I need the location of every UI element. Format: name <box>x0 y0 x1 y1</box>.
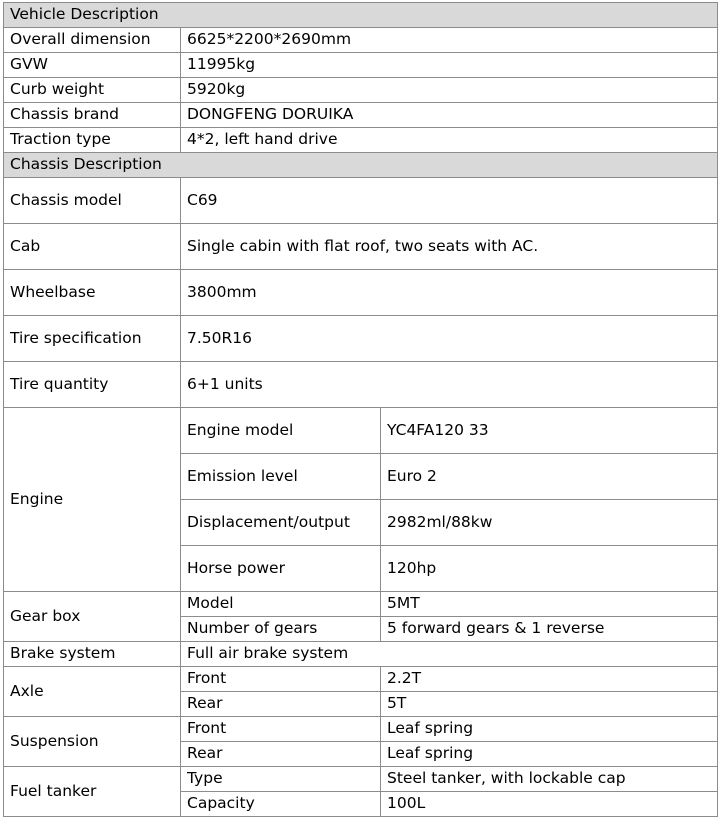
row-label: Wheelbase <box>4 270 181 316</box>
table-row <box>4 767 718 792</box>
sub-label: Engine model <box>181 408 381 454</box>
row-label: Chassis brand <box>4 103 181 128</box>
table-row <box>4 224 718 270</box>
sub-value: Leaf spring <box>381 742 718 767</box>
sub-value: 2.2T <box>381 667 718 692</box>
sub-value: 2982ml/88kw <box>381 500 718 546</box>
sub-value: 5MT <box>381 592 718 617</box>
sub-value: 5 forward gears & 1 reverse <box>381 617 718 642</box>
table-row <box>4 642 718 667</box>
sub-value: 120hp <box>381 546 718 592</box>
engine-label: Engine <box>4 408 181 592</box>
table-row <box>4 103 718 128</box>
section-header-row <box>4 3 718 28</box>
fuel-tanker-label: Fuel tanker <box>4 767 181 817</box>
row-value: 6625*2200*2690mm <box>181 28 718 53</box>
table-row <box>4 592 718 617</box>
sub-label: Emission level <box>181 454 381 500</box>
row-value: Full air brake system <box>181 642 718 667</box>
sub-label: Type <box>181 767 381 792</box>
row-value: DONGFENG DORUIKA <box>181 103 718 128</box>
sub-label: Displacement/output <box>181 500 381 546</box>
sub-label: Front <box>181 717 381 742</box>
row-value: 4*2, left hand drive <box>181 128 718 153</box>
sub-value: Steel tanker, with lockable cap <box>381 767 718 792</box>
sub-label: Rear <box>181 692 381 717</box>
section-header-vehicle: Vehicle Description <box>4 3 718 28</box>
section-header-chassis: Chassis Description <box>4 153 718 178</box>
sub-label: Front <box>181 667 381 692</box>
sub-value: Euro 2 <box>381 454 718 500</box>
table-row <box>4 408 718 454</box>
row-label: Overall dimension <box>4 28 181 53</box>
table-row <box>4 270 718 316</box>
table-row <box>4 316 718 362</box>
sub-label: Horse power <box>181 546 381 592</box>
section-header-row <box>4 153 718 178</box>
spec-table <box>3 2 718 817</box>
sub-label: Rear <box>181 742 381 767</box>
sub-value: Leaf spring <box>381 717 718 742</box>
row-label: Chassis model <box>4 178 181 224</box>
row-label: Traction type <box>4 128 181 153</box>
row-label: Brake system <box>4 642 181 667</box>
row-value: C69 <box>181 178 718 224</box>
sub-label: Capacity <box>181 792 381 817</box>
table-row <box>4 78 718 103</box>
row-value: 3800mm <box>181 270 718 316</box>
sub-value: 5T <box>381 692 718 717</box>
gear-box-label: Gear box <box>4 592 181 642</box>
table-row <box>4 128 718 153</box>
row-label: Cab <box>4 224 181 270</box>
row-value: 6+1 units <box>181 362 718 408</box>
sub-value: 100L <box>381 792 718 817</box>
row-value: 5920kg <box>181 78 718 103</box>
table-row <box>4 717 718 742</box>
row-label: Tire quantity <box>4 362 181 408</box>
table-row <box>4 28 718 53</box>
sub-label: Number of gears <box>181 617 381 642</box>
row-value: 7.50R16 <box>181 316 718 362</box>
row-label: Tire specification <box>4 316 181 362</box>
row-label: Curb weight <box>4 78 181 103</box>
sub-value: YC4FA120 33 <box>381 408 718 454</box>
table-row <box>4 53 718 78</box>
row-value: Single cabin with flat roof, two seats with AC. <box>181 224 718 270</box>
table-row <box>4 362 718 408</box>
table-row <box>4 178 718 224</box>
sub-label: Model <box>181 592 381 617</box>
axle-label: Axle <box>4 667 181 717</box>
row-value: 11995kg <box>181 53 718 78</box>
suspension-label: Suspension <box>4 717 181 767</box>
table-row <box>4 667 718 692</box>
row-label: GVW <box>4 53 181 78</box>
